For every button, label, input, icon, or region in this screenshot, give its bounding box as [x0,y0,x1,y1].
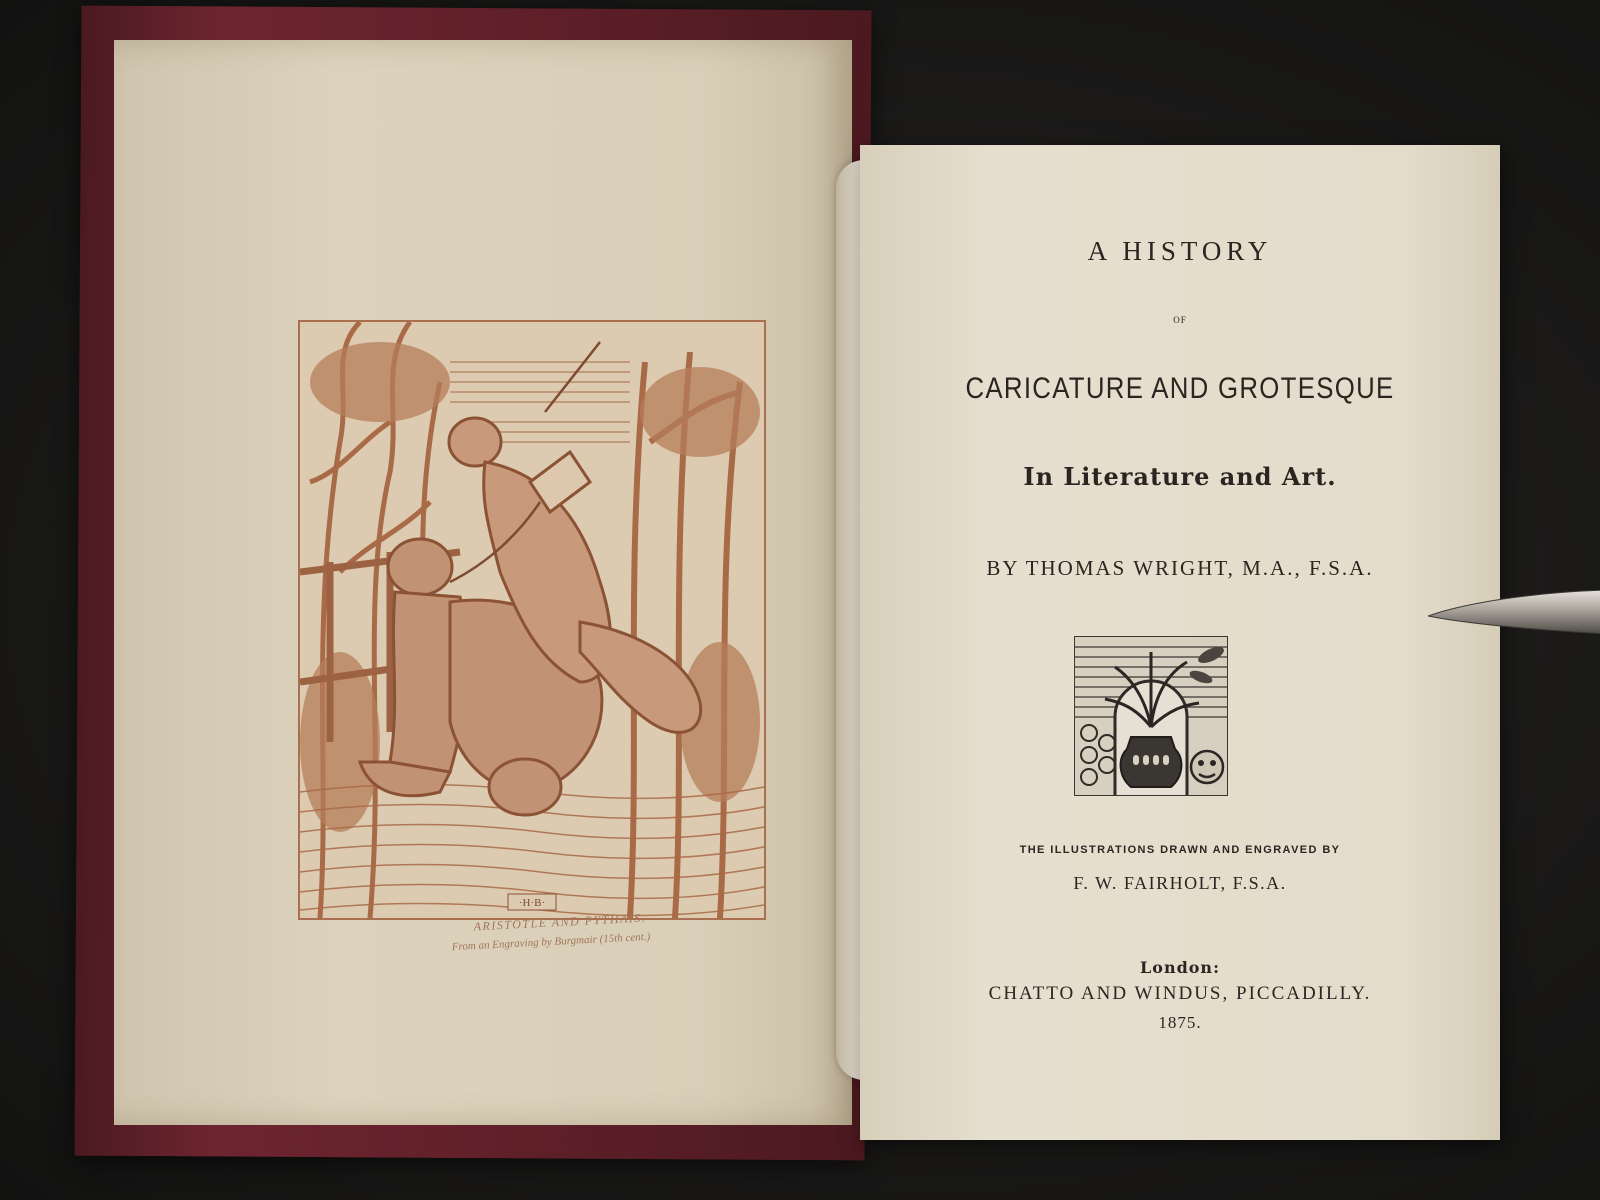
title-line-year: 1875. [1158,1013,1202,1032]
engraving-monogram: ·H·B· [518,897,546,909]
title-line-illustrator: F. W. FAIRHOLT, F.S.A. [1073,873,1287,893]
title-line-city: London: [1140,958,1220,977]
title-line-main: CARICATURE AND GROTESQUE [965,372,1395,405]
title-line-illustrations: THE ILLUSTRATIONS DRAWN AND ENGRAVED BY [1019,844,1341,856]
vase-and-mask-ornament-icon [1074,636,1228,796]
paper-knife-icon [1428,590,1600,640]
title-line-author: BY THOMAS WRIGHT, M.A., F.S.A. [986,556,1374,580]
title-line-publisher: CHATTO AND WINDUS, PICCADILLY. [988,983,1372,1004]
title-line-history: A HISTORY [1087,236,1273,266]
frontispiece-caption-title: ARISTOTLE AND PYTHAIS. [473,910,647,934]
title-line-of: OF [1173,315,1187,325]
woodcut-illustration-icon [298,320,766,920]
title-line-subtitle: In Literature and Art. [1023,462,1337,491]
frontispiece-caption-subtitle: From an Engraving by Burgmair (15th cent.) [451,930,651,954]
